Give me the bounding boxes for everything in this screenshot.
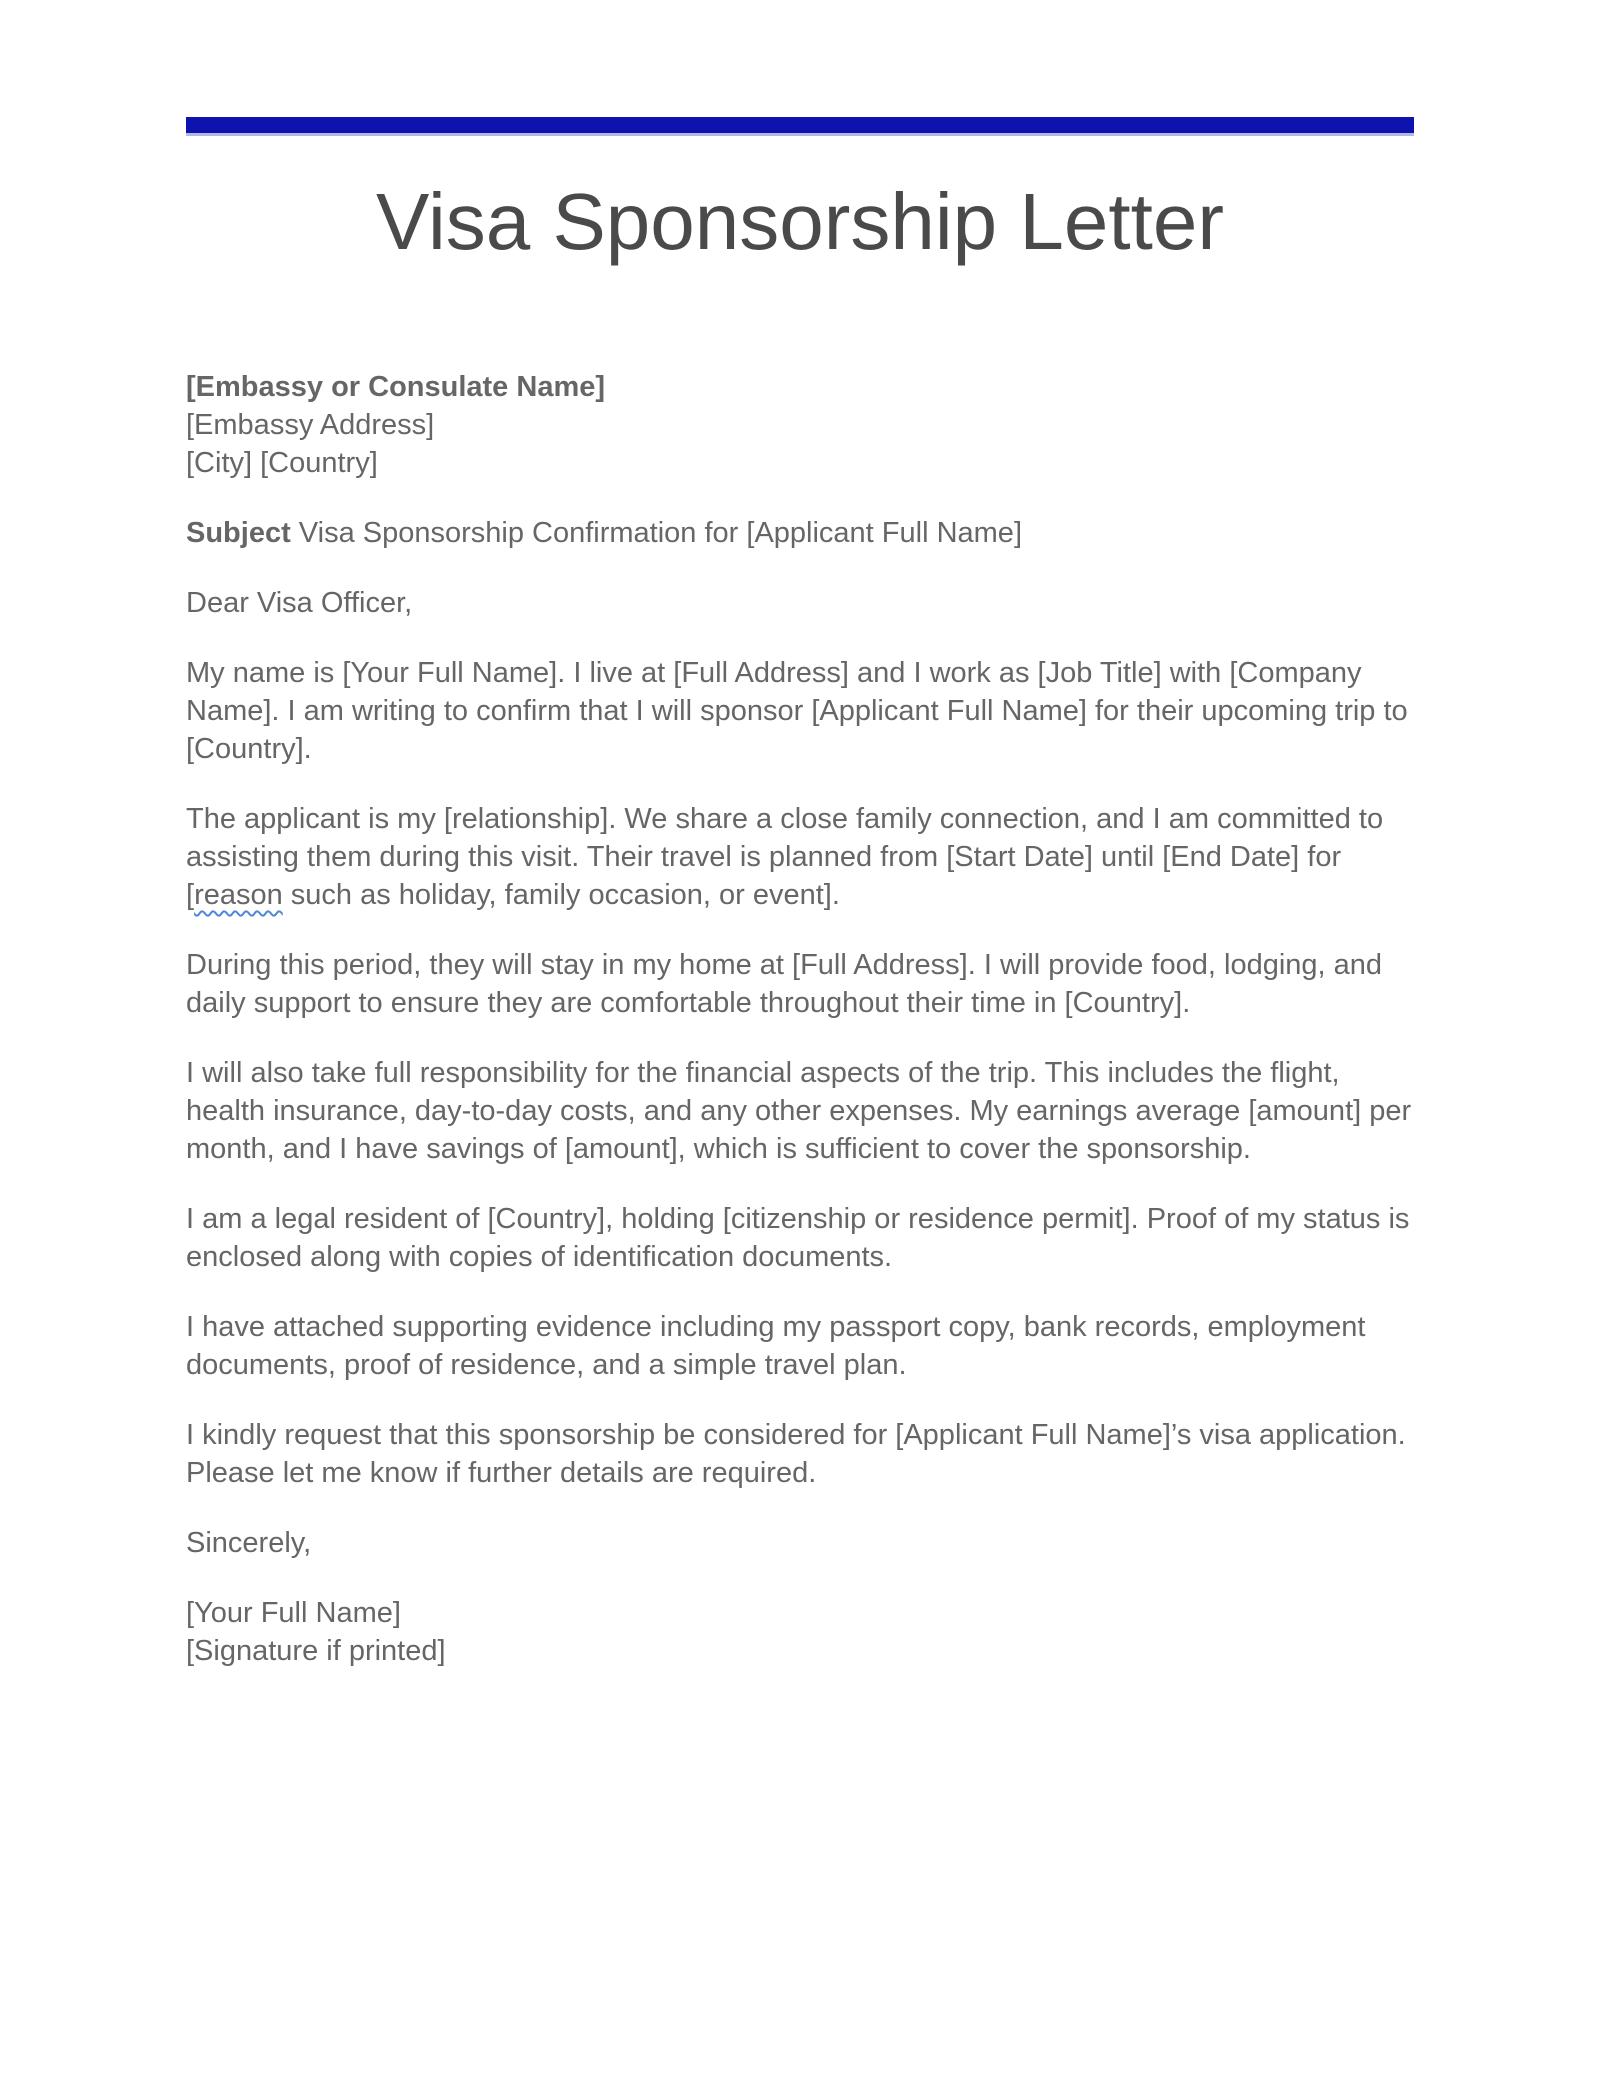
paragraph-introduction: My name is [Your Full Name]. I live at [Full Address] and I work as [Job Title] with [Company Name]. I am writing to confirm that I will sponsor [Applicant Full Name] for their upcoming trip to [Country]. bbox=[186, 657, 1408, 765]
signature-name-line: [Your Full Name] bbox=[186, 1597, 401, 1629]
top-accent-bar bbox=[186, 117, 1414, 136]
paragraph-relationship-before: The applicant is my [relationship]. We share a close family connection, and I am committed to assisting them during this visit. Their travel is planned from [Start Date] until [End Date] for [ bbox=[186, 803, 1384, 911]
recipient-city-line: [City] [Country] bbox=[186, 447, 378, 479]
signature-printed-line: [Signature if printed] bbox=[186, 1635, 446, 1667]
signature-block bbox=[186, 1594, 1414, 1670]
subject-line bbox=[186, 514, 1414, 552]
page-title: Visa Sponsorship Letter bbox=[376, 177, 1224, 266]
recipient-address-line: [Embassy Address] bbox=[186, 409, 435, 441]
subject-text: Visa Sponsorship Confirmation for [Applicant Full Name] bbox=[290, 517, 1022, 549]
paragraph-relationship bbox=[186, 800, 1414, 914]
paragraph-residency: I am a legal resident of [Country], holding [citizenship or residence permit]. Proof of my status is enclosed along with copies of identification documents. bbox=[186, 1203, 1410, 1273]
subject-label: Subject bbox=[186, 517, 291, 549]
paragraph-accommodation: During this period, they will stay in my home at [Full Address]. I will provide food, lodging, and daily support to ensure they are comfortable throughout their time in [Country]. bbox=[186, 949, 1383, 1019]
spellcheck-flagged-word: reason bbox=[194, 879, 283, 911]
paragraph-relationship-after: such as holiday, family occasion, or event]. bbox=[282, 879, 840, 911]
salutation: Dear Visa Officer, bbox=[186, 587, 413, 619]
recipient-name-line: [Embassy or Consulate Name] bbox=[186, 371, 606, 403]
paragraph-financial: I will also take full responsibility for the financial aspects of the trip. This includes the flight, health insurance, day-to-day costs, and any other expenses. My earnings average [amount] per month, and I have savings of [amount], which is sufficient to cover the sponsorship. bbox=[186, 1057, 1412, 1165]
closing: Sincerely, bbox=[186, 1527, 312, 1559]
letter-body bbox=[186, 368, 1414, 1670]
recipient-block bbox=[186, 368, 1414, 482]
paragraph-request: I kindly request that this sponsorship be considered for [Applicant Full Name]’s visa application. Please let me know if further details are required. bbox=[186, 1419, 1406, 1489]
paragraph-attachments: I have attached supporting evidence including my passport copy, bank records, employment documents, proof of residence, and a simple travel plan. bbox=[186, 1311, 1366, 1381]
